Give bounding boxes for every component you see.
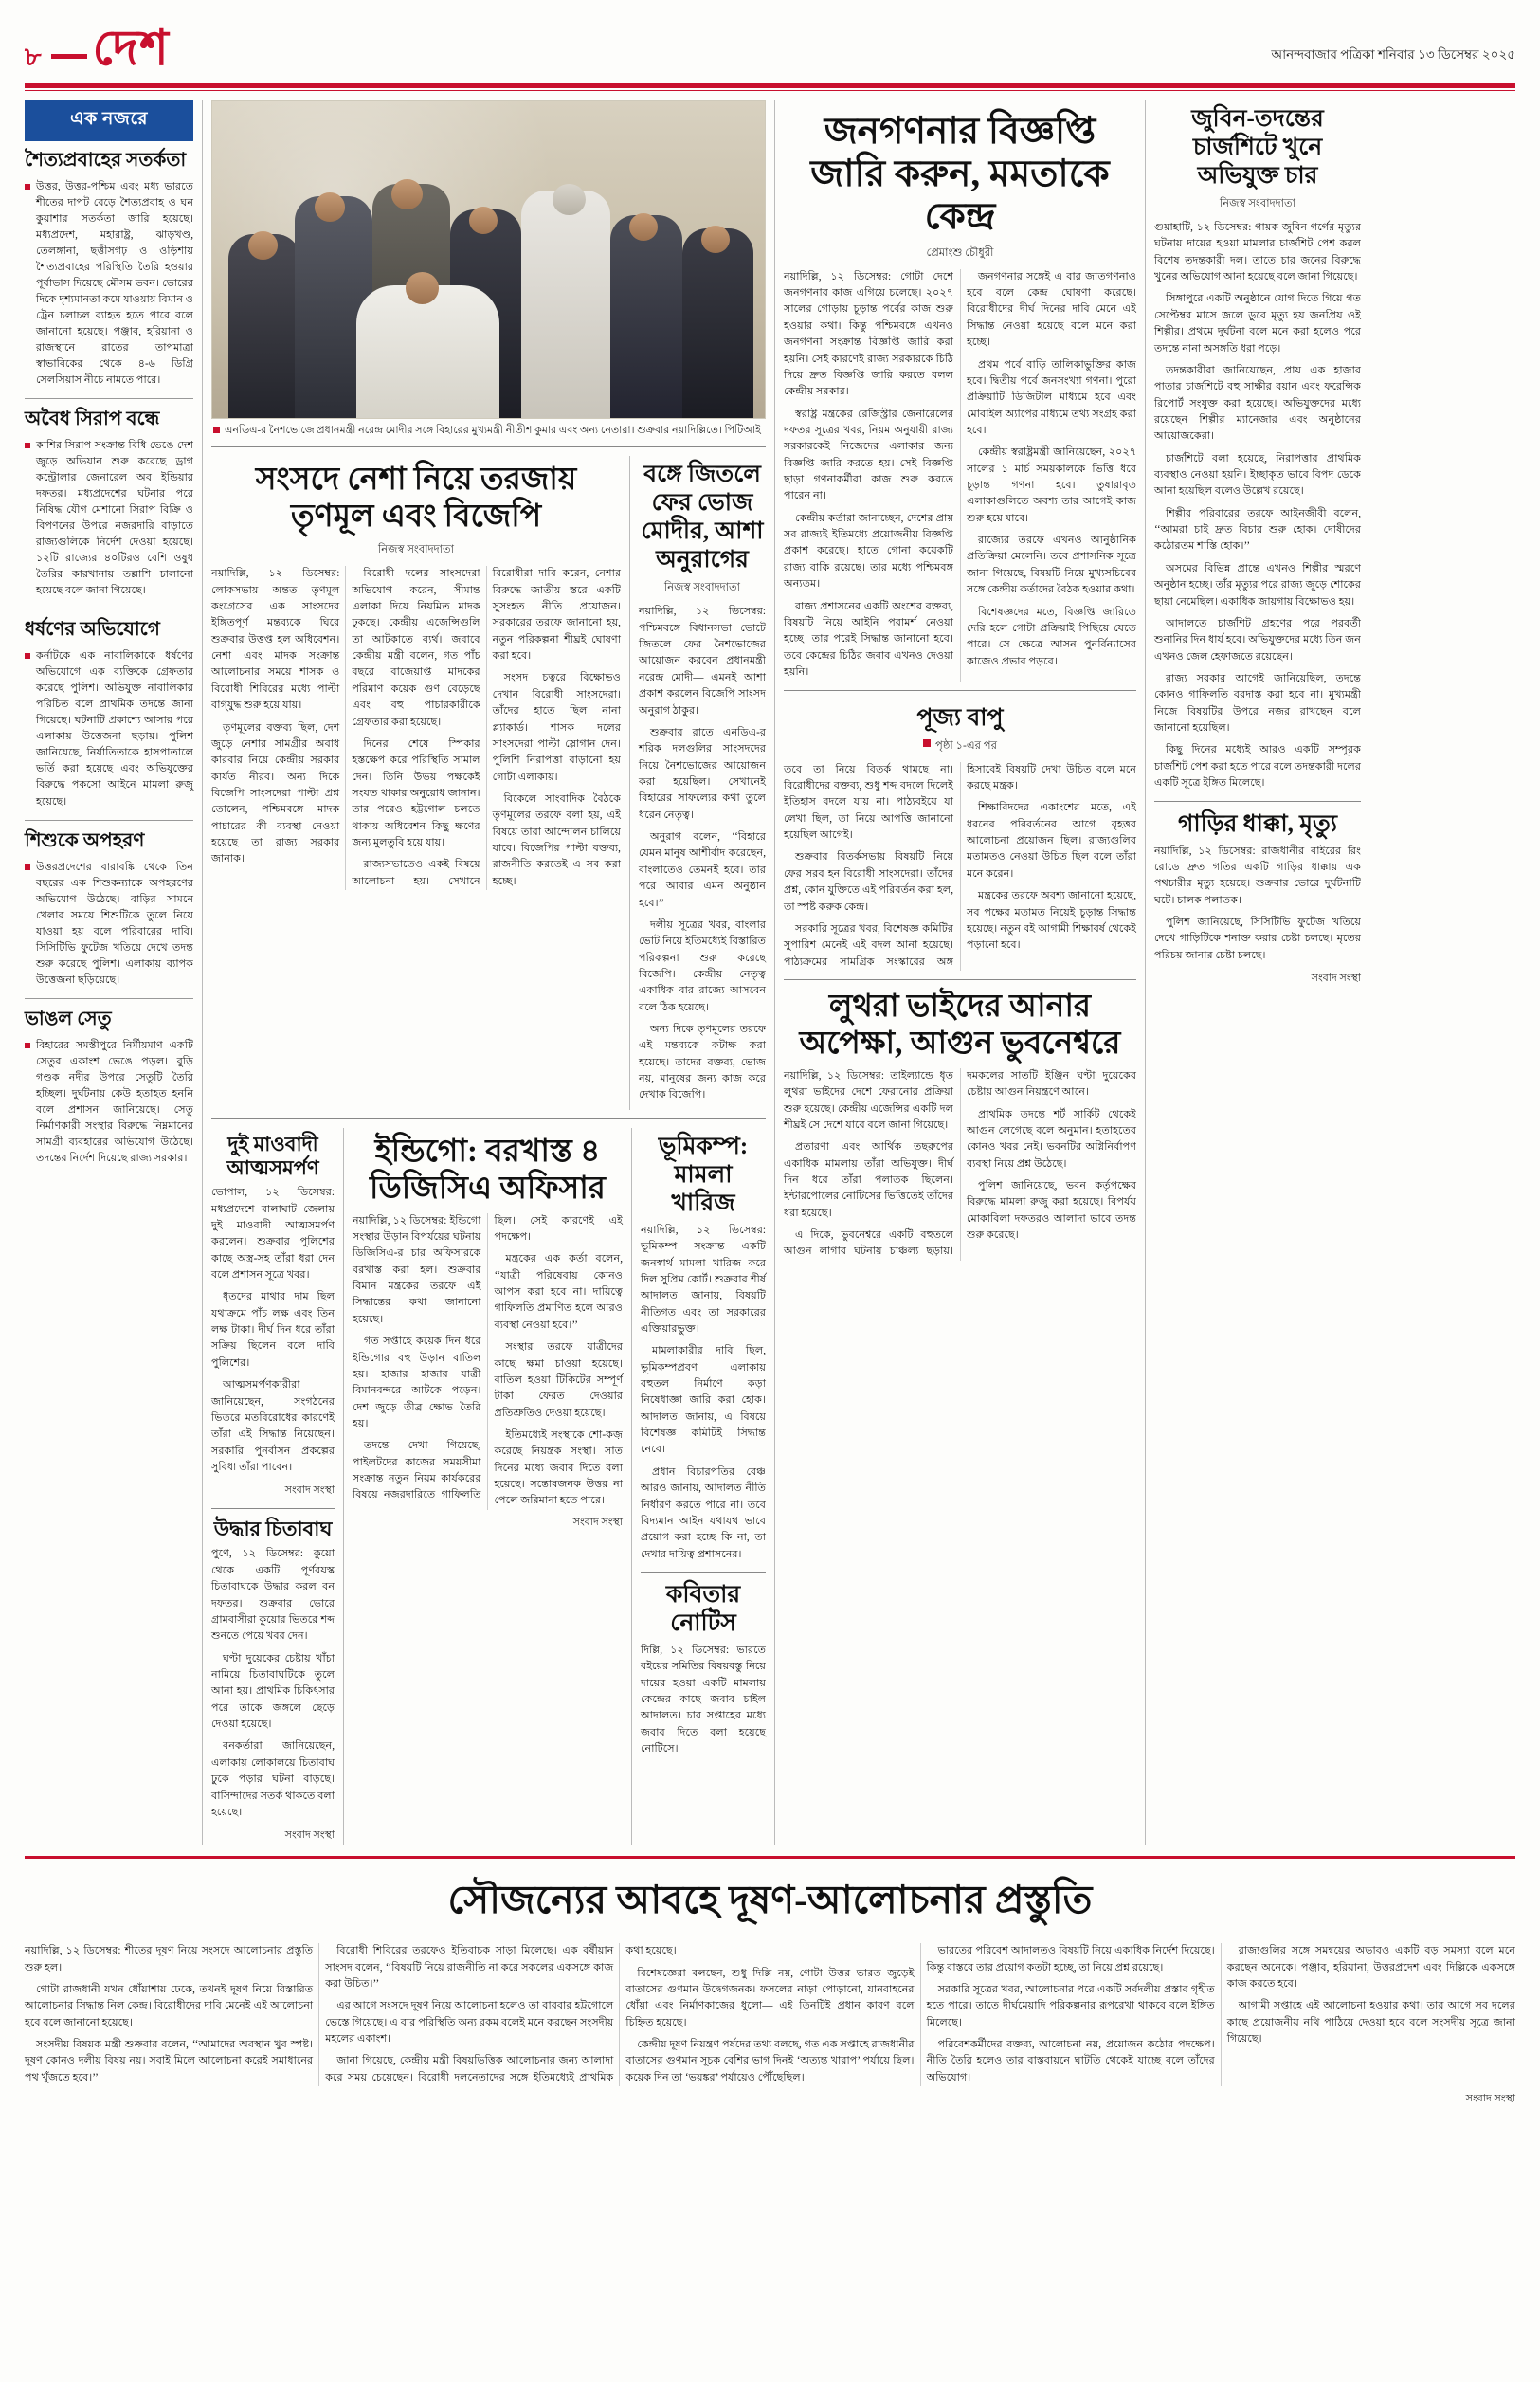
article-paragraph: নয়াদিল্লি, ১২ ডিসেম্বর: লোকসভায় অন্তত তৃণমূল কংগ্রেসের এক সাংসদের ইঙ্গিতপূর্ণ মন্তব্যকে ঘিরে শুক্রবার উত্তপ্ত হল অধিবেশন। নেশা এবং মাদক সংক্রান্ত আলোচনার সময়ে শাসক ও বিরোধী শিবিরের মধ্যে পাল্টা বাগ্‌যুদ্ধ শুরু হয়ে যায়। xyxy=(211,568,340,712)
article-bapu[interactable] xyxy=(784,700,1136,971)
sidebar-item-syrup[interactable] xyxy=(25,408,193,599)
article-paragraph: কেন্দ্রীয় দূষণ নিয়ন্ত্রণ পর্ষদের তথ্য বলছে, গত এক সপ্তাহে রাজধানীর বাতাসের গুণমান সূচক বেশির ভাগ দিনই ‘অত্যন্ত খারাপ’ পর্যায়ে ছিল। কয়েক দিন তা ‘ভয়ঙ্কর’ পর্যায়েও পৌঁছেছিল। xyxy=(625,2039,915,2083)
article-signoff: সংবাদ সংস্থা xyxy=(284,1829,335,1842)
center-column xyxy=(211,100,766,1845)
sidebar-item-body: বিহারের সমস্তীপুরে নির্মীয়মাণ একটি সেতুর একাংশ ভেঙে পড়ল। বুড়ি গণ্ডক নদীর উপরে সেতুটি তৈরি হচ্ছিল। দুর্ঘটনায় কেউ হতাহত হননি বলে প্রশাসন জানিয়েছে। সেতু নির্মাণকারী সংস্থার বিরুদ্ধে নিম্নমানের সামগ্রী ব্যবহারের অভিযোগ উঠেছে। তদন্তের নির্দেশ দিয়েছে রাজ্য সরকার। xyxy=(25,1038,193,1167)
article-paragraph: শিল্পীর পরিবারের তরফে আইনজীবী বলেন, ‘‘আমরা চাই দ্রুত বিচার শুরু হোক। দোষীদের কঠোরতম শাস্তি হোক।’’ xyxy=(1154,507,1361,553)
photo-caption: এনডিএ-র নৈশভোজে প্রধানমন্ত্রী নরেন্দ্র মোদীর সঙ্গে বিহারের মুখ্যমন্ত্রী নীতীশ কুমার এবং অন্য নেতারা। শুক্রবার নয়াদিল্লিতে। পিটিআই xyxy=(225,425,761,436)
caption-marker-icon xyxy=(213,427,220,433)
article-paragraph: আত্মসমর্পণকারীরা জানিয়েছেন, সংগঠনের ভিতরে মতবিরোধের কারণেই তাঁরা এই সিদ্ধান্ত নিয়েছেন। সরকারি পুনর্বাসন প্রকল্পের সুবিধা তাঁরা পাবেন। xyxy=(211,1379,335,1473)
article-paragraph: তদন্তকারীরা জানিয়েছেন, প্রায় এক হাজার পাতার চার্জশিটে বহু সাক্ষীর বয়ান এবং ফরেন্সিক রিপোর্ট সংযুক্ত করা হয়েছে। অভিযুক্তদের মধ্যে রয়েছেন শিল্পীর ম্যানেজার এবং অনুষ্ঠানের আয়োজকেরা। xyxy=(1154,364,1361,443)
article-paragraph: রাজ্য প্রশাসনের একটি অংশের বক্তব্য, বিষয়টি নিয়ে আইনি পরামর্শ নেওয়া হচ্ছে। তার পরেই সিদ্ধান্ত জানানো হবে। তবে কেন্দ্রের চিঠির জবাব এখনও দেওয়া হয়নি। xyxy=(784,600,953,678)
article-paragraph: মন্ত্রকের তরফে অবশ্য জানানো হয়েছে, সব পক্ষের মতামত নিয়েই চূড়ান্ত সিদ্ধান্ত হয়েছে। নতুন বই আগামী শিক্ষাবর্ষ থেকেই পড়ানো হবে। xyxy=(967,890,1136,952)
article-paragraph: পরিবেশকর্মীদের বক্তব্য, আলোচনা নয়, প্রয়োজন কঠোর পদক্ষেপ। নীতি তৈরি হলেও তার বাস্তবায়নে ঘাটতি থেকেই যাচ্ছে বলে তাঁদের অভিযোগ। xyxy=(926,2039,1215,2083)
article-paragraph: অসমের বিভিন্ন প্রান্তে এখনও শিল্পীর স্মরণে অনুষ্ঠান হচ্ছে। তাঁর মৃত্যুর পরে রাজ্য জুড়ে শোকের ছায়া নেমেছিল। একাধিক জায়গায় বিক্ষোভও হয়। xyxy=(1154,562,1361,608)
article-paragraph: সংসদীয় বিষয়ক মন্ত্রী শুক্রবার বলেন, ‘‘আমাদের অবস্থান খুব স্পষ্ট। দূষণ কোনও দলীয় বিষয় নয়। সবাই মিলে আলোচনা করেই সমাধানের পথ খুঁজতে হবে।’’ xyxy=(25,2039,314,2083)
article-paragraph: রাজ্য সরকার আগেই জানিয়েছিল, তদন্তে কোনও গাফিলতি বরদাস্ত করা হবে না। মুখ্যমন্ত্রী নিজে বিষয়টির উপরে নজর রাখছেন বলে জানানো হয়েছিল। xyxy=(1154,672,1361,735)
lead-photo xyxy=(211,100,766,419)
article-paragraph: স্বরাষ্ট্র মন্ত্রকের রেজিস্ট্রার জেনারেলের দফতর সূত্রের খবর, নিয়ম অনুযায়ী রাজ্য সরকারকেই নিজেদের এলাকার জন্য বিজ্ঞপ্তি জারি করতে হয়। সেই বিজ্ঞপ্তি ছাড়া গণনাকর্মীরা কাজ শুরু করতে পারেন না। xyxy=(784,408,953,502)
article-headline: সংসদে নেশা নিয়ে তরজায় তৃণমূল এবং বিজেপি xyxy=(255,463,577,535)
column-divider xyxy=(343,1128,344,1845)
article-paragraph: কিছু দিনের মধ্যেই আরও একটি সম্পূরক চার্জশিট পেশ করা হতে পারে বলে তদন্তকারী দলের একটি সূত্রে ইঙ্গিত মিলেছে। xyxy=(1154,744,1361,790)
article-paragraph: দিল্লি, ১২ ডিসেম্বর: ভারতে বইয়ের সমিতির বিষয়বস্তু নিয়ে দায়ের হওয়া একটি মামলায় কেন্দ্রের কাছে জবাব চাইল আদালত। চার সপ্তাহের মধ্যে জবাব দিতে বলা হয়েছে নোটিসে। xyxy=(641,1645,766,1755)
photo-head xyxy=(391,179,423,209)
article-headline: ইন্ডিগো: বরখাস্ত ৪ ডিজিসিএ অফিসার xyxy=(370,1134,606,1206)
page-number: ৮ xyxy=(25,43,42,71)
article-paragraph: প্রতারণা এবং আর্থিক তছরুপের একাধিক মামলায় তাঁরা অভিযুক্ত। দীর্ঘ দিন ধরে তাঁরা পলাতক ছিলেন। ইন্টারপোলের নোটিসের ভিত্তিতেই তাঁদের ধরা হয়েছে। xyxy=(784,1141,953,1219)
article-paragraph: অনুরাগ বলেন, ‘‘বিহারে যেমন মানুষ আশীর্বাদ করেছেন, বাংলাতেও তেমনই হবে। তার পরে আবার এমন অনুষ্ঠান হবে।’’ xyxy=(639,831,766,909)
article-indigo[interactable] xyxy=(353,1128,623,1845)
sidebar-divider xyxy=(25,820,193,821)
masthead-logo xyxy=(51,22,170,76)
article-body xyxy=(25,1943,1515,2086)
article-paragraph: কেন্দ্রীয় কর্তারা জানাচ্ছেন, দেশের প্রায় সব রাজ্যই ইতিমধ্যে প্রয়োজনীয় বিজ্ঞপ্তি প্রকাশ করেছে। হাতে গোনা কয়েকটি রাজ্য বাকি রয়েছে। তার মধ্যে পশ্চিমবঙ্গ অন্যতম। xyxy=(784,512,953,591)
article-paragraph: মন্ত্রকের এক কর্তা বলেন, ‘‘যাত্রী পরিষেবায় কোনও আপস করা হবে না। দায়িত্বে গাফিলতি প্রমাণিত হলে আরও ব্যবস্থা নেওয়া হবে।’’ xyxy=(494,1253,623,1331)
article-paragraph: ভারতের পরিবেশ আদালতও বিষয়টি নিয়ে একাধিক নির্দেশ দিয়েছে। কিন্তু বাস্তবে তার প্রয়োগ কতটা হচ্ছে, তা নিয়ে প্রশ্ন রয়েছে। xyxy=(926,1945,1215,1973)
article-parliament[interactable] xyxy=(211,456,621,1109)
column-court-briefs xyxy=(641,1128,766,1845)
article-poem-notice[interactable] xyxy=(641,1581,766,1758)
article-pollution[interactable] xyxy=(0,1859,1540,2131)
article-zubeen[interactable] xyxy=(1154,100,1361,1845)
sidebar-item-title: শৈত্যপ্রবাহের সতর্কতা xyxy=(25,150,187,171)
column-divider xyxy=(629,456,630,1109)
article-paragraph: প্রাথমিক তদন্তে শর্ট সার্কিট থেকেই আগুন লেগেছে বলে অনুমান। হতাহতের কোনও খবর নেই। ভবনটির অগ্নিনির্বাপণ ব্যবস্থা নিয়ে প্রশ্ন উঠেছে। xyxy=(967,1108,1136,1170)
page-grid xyxy=(0,91,1540,1845)
masthead-dash-icon xyxy=(51,54,87,59)
section-divider xyxy=(784,690,1136,691)
article-car-crash[interactable] xyxy=(1154,810,1361,989)
section-divider xyxy=(211,446,766,447)
section-divider xyxy=(1154,801,1361,802)
article-paragraph: শিক্ষাবিদদের একাংশের মতে, এই ধরনের পরিবর্তনের আগে বৃহত্তর আলোচনা প্রয়োজন ছিল। রাজ্যগুলির মতামতও নেওয়া উচিত ছিল বলে তাঁরা মনে করেন। xyxy=(967,802,1136,880)
photo-caption-row xyxy=(211,419,766,438)
section-divider xyxy=(211,1118,766,1119)
article-paragraph: বিশেষজ্ঞদের মতে, বিজ্ঞপ্তি জারিতে দেরি হলে গোটা প্রক্রিয়াই পিছিয়ে যেতে পারে। সে ক্ষেত্রে আসন পুনর্বিন্যাসের কাজেও প্রভাব পড়বে। xyxy=(967,606,1136,667)
article-byline: নিজস্ব সংবাদদাতা xyxy=(664,582,740,594)
article-paragraph: তদন্তে দেখা গিয়েছে, পাইলটদের কাজের সময়সীমা সংক্রান্ত নতুন নিয়ম কার্যকরের বিষয়ে নজরদারিতে গাফিলতি ছিল। সেই কারণেই এই পদক্ষেপ। xyxy=(353,1214,623,1501)
sidebar-item-title: ধর্ষণের অভিযোগে xyxy=(25,619,160,641)
article-paragraph: নয়াদিল্লি, ১২ ডিসেম্বর: গোটা দেশে জনগণনার কাজ এগিয়ে চলেছে। ২০২৭ সালের গোড়ায় চূড়ান্ত পর্বের কাজ শুরু হওয়ার কথা। কিন্তু পশ্চিমবঙ্গে এখনও জনগণনা সংক্রান্ত বিজ্ঞপ্তি জারি করা হয়নি। সেই কারণেই রাজ্য সরকারকে চিঠি দিয়ে দ্রুত বিজ্ঞপ্তি জারি করতে বলল কেন্দ্রীয় সরকার। xyxy=(784,270,953,398)
article-paragraph: চার্জশিটে বলা হয়েছে, নিরাপত্তার প্রাথমিক ব্যবস্থাও নেওয়া হয়নি। ইচ্ছাকৃত ভাবে বিপদ ডেকে আনা হয়েছিল বলেও উল্লেখ রয়েছে। xyxy=(1154,452,1361,498)
article-paragraph: প্রধান বিচারপতির বেঞ্চ আরও জানায়, আদালত নীতি নির্ধারণ করতে পারে না। তবে বিদ্যমান আইন যথাযথ ভাবে প্রয়োগ করা হচ্ছে কি না, তা দেখার দায়িত্ব প্রশাসনের। xyxy=(641,1465,766,1560)
section-divider xyxy=(784,979,1136,980)
photo-figure xyxy=(521,191,609,418)
edition-line: আনন্দবাজার পত্রিকা শনিবার ১৩ ডিসেম্বর ২০২৫ xyxy=(1271,47,1515,62)
article-signoff: সংবাদ সংস্থা xyxy=(284,1484,335,1497)
sidebar-item-title: ভাঙল সেতু xyxy=(25,1008,112,1029)
article-headline: গাড়ির ধাক্কা, মৃত্যু xyxy=(1178,810,1337,837)
article-paragraph: বিরোধী দলের সাংসদেরা অভিযোগ করেন, সীমান্ত এলাকা দিয়ে নিয়মিত মাদক ঢুকছে। কেন্দ্রীয় এজেন্সিগুলি তা আটকাতে ব্যর্থ। জবাবে কেন্দ্রীয় মন্ত্রী বলেন, গত পাঁচ বছরে বাজেয়াপ্ত মাদকের পরিমাণ কয়েক গুণ বেড়েছে এবং বহু পাচারকারীকে গ্রেফতার করা হয়েছে। xyxy=(352,568,480,728)
article-paragraph: বিরোধী শিবিরের তরফেও ইতিবাচক সাড়া মিলেছে। এক বর্ষীয়ান সাংসদ বলেন, ‘‘বিষয়টি নিয়ে রাজনীতি না করে সকলের একসঙ্গে কাজ করা উচিত।’’ xyxy=(325,1945,614,1990)
article-paragraph: ধৃতদের মাথার দাম ছিল যথাক্রমে পাঁচ লক্ষ এবং তিন লক্ষ টাকা। দীর্ঘ দিন ধরে তাঁরা সক্রিয় ছিলেন বলে দাবি পুলিশের। xyxy=(211,1291,335,1369)
jump-marker-icon xyxy=(923,739,931,747)
column-divider xyxy=(631,1128,632,1845)
article-paragraph: সরকারি সূত্রের খবর, বিশেষজ্ঞ কমিটির সুপারিশ মেনেই এই বদল আনা হয়েছে। পাঠ্যক্রমের সামগ্রিক সংস্কারের অঙ্গ হিসাবেই বিষয়টি দেখা উচিত বলে মনে করছে মন্ত্রক। xyxy=(784,763,1136,968)
article-paragraph: রাজ্যের তরফে এখনও আনুষ্ঠানিক প্রতিক্রিয়া মেলেনি। তবে প্রশাসনিক সূত্রে জানা গিয়েছে, বিষয়টি নিয়ে মুখ্যসচিবের সঙ্গে কেন্দ্রীয় কর্তাদের বৈঠক হওয়ার কথা। xyxy=(967,535,1136,596)
article-signoff: সংবাদ সংস্থা xyxy=(572,1516,623,1528)
article-paragraph: বনকর্তারা জানিয়েছেন, এলাকায় লোকালয়ে চিতাবাঘ ঢুকে পড়ার ঘটনা বাড়ছে। বাসিন্দাদের সতর্ক থাকতে বলা হয়েছে। xyxy=(211,1740,335,1818)
article-body xyxy=(784,762,1136,971)
article-paragraph: দিনের শেষে স্পিকার হস্তক্ষেপ করে পরিস্থিতি সামাল দেন। তিনি উভয় পক্ষকেই সংযত থাকার অনুরোধ জানান। তার পরেও হট্টগোল চলতে থাকায় অধিবেশন কিছু ক্ষণের জন্য মুলতুবি হয়ে যায়। xyxy=(352,737,480,849)
article-luthra[interactable] xyxy=(784,989,1136,1261)
lead-photo-block xyxy=(211,100,766,438)
article-paragraph: ভোপাল, ১২ ডিসেম্বর: মধ্যপ্রদেশে বালাঘাট জেলায় দুই মাওবাদী আত্মসমর্পণ করলেন। শুক্রবার পুলিশের কাছে অস্ত্র-সহ তাঁরা ধরা দেন বলে প্রশাসন সূত্রে খবর। xyxy=(211,1187,335,1281)
article-paragraph: পুলিশ জানিয়েছে, সিসিটিভি ফুটেজ খতিয়ে দেখে গাড়িটিকে শনাক্ত করার চেষ্টা চলছে। মৃতের পরিচয় জানার চেষ্টা চলছে। xyxy=(1154,916,1361,961)
article-paragraph: শুক্রবার রাতে এনডিএ-র শরিক দলগুলির সাংসদদের নিয়ে নৈশভোজের আয়োজন করা হয়েছিল। সেখানেই বিহারের সাফল্যের কথা তুলে ধরেন নেতৃত্ব। xyxy=(639,726,766,821)
article-headline: উদ্ধার চিতাবাঘ xyxy=(213,1518,333,1541)
article-headline: বঙ্গে জিতলে ফের ভোজ মোদীর, আশা অনুরাগের xyxy=(641,462,764,573)
article-headline: দুই মাওবাদী আত্মসমর্পণ xyxy=(226,1132,319,1179)
sidebar-at-a-glance xyxy=(25,100,193,1845)
masthead-title: দেশ xyxy=(92,22,170,76)
article-paragraph: জানা গিয়েছে, কেন্দ্রীয় মন্ত্রী বিষয়ভিত্তিক আলোচনার জন্য আলাদা করে সময় চেয়েছেন। বিরোধী দলনেতাদের সঙ্গে ইতিমধ্যেই প্রাথমিক কথা হয়েছে। xyxy=(325,1945,677,2083)
article-paragraph: গোটা রাজধানী যখন ধোঁয়াশায় ঢেকে, তখনই দূষণ নিয়ে বিস্তারিত আলোচনার সিদ্ধান্ত নিল কেন্দ্র। বিরোধীদের দাবি মেনেই এই আলোচনা হবে বলে জানানো হয়েছে। xyxy=(25,1983,314,2028)
article-paragraph: অন্য দিকে তৃণমূলের তরফে এই মন্তব্যকে কটাক্ষ করা হয়েছে। তাদের বক্তব্য, ভোজ নয়, মানুষের জন্য কাজ করে দেখাক বিজেপি। xyxy=(639,1024,766,1101)
article-census[interactable] xyxy=(784,100,1136,1845)
photo-seated-figure xyxy=(356,285,500,418)
article-paragraph: নয়াদিল্লি, ১২ ডিসেম্বর: ভূমিকম্প সংক্রান্ত একটি জনস্বার্থ মামলা খারিজ করে দিল সুপ্রিম কোর্ট। শুক্রবার শীর্ষ আদালত জানায়, বিষয়টি নীতিগত এবং তা সরকারের এক্তিয়ারভুক্ত। xyxy=(641,1224,766,1335)
article-headline: পূজ্য বাপু xyxy=(916,704,1004,731)
masthead-left xyxy=(25,22,170,76)
article-maoist-surrender[interactable] xyxy=(211,1133,335,1500)
article-signoff: সংবাদ সংস্থা xyxy=(1311,973,1361,985)
article-headline: জনগণনার বিজ্ঞপ্তি জারি করুন, মমতাকে কেন্দ্র xyxy=(810,111,1110,238)
jump-line: পৃষ্ঠা ১-এর পর xyxy=(935,739,997,752)
sidebar-divider xyxy=(25,398,193,399)
sidebar-item-bridge[interactable] xyxy=(25,1008,193,1167)
article-paragraph: তৃণমূলের বক্তব্য ছিল, দেশ জুড়ে নেশার সামগ্রীর অবাধ কারবার নিয়ে কেন্দ্রীয় সরকার কার্যত নীরব। অন্য দিকে বিজেপি সাংসদেরা পাল্টা প্রশ্ন তোলেন, পশ্চিমবঙ্গে মাদক পাচারের কী ব্যবস্থা নেওয়া হয়েছে তা রাজ্য সরকার জানাক। xyxy=(211,721,340,865)
photo-figure xyxy=(610,215,682,418)
article-paragraph: তবে তা নিয়ে বিতর্ক থামছে না। বিরোধীদের বক্তব্য, শুধু শব্দ বদলে দিলেই ইতিহাস বদলে যায় না। পাঠ্যবইয়ে যা লেখা ছিল, তা নিয়ে আপত্তি জানানো হয়েছিল আগেই। xyxy=(784,763,953,842)
photo-head xyxy=(315,192,346,222)
article-paragraph: নয়াদিল্লি, ১২ ডিসেম্বর: তাইল্যান্ডে ধৃত লুথরা ভাইদের দেশে ফেরানোর প্রক্রিয়া শুরু হয়েছে। কেন্দ্রীয় এজেন্সির একটি দল শীঘ্রই সে দেশে যাবে বলে জানা গিয়েছে। xyxy=(784,1069,953,1131)
column-briefs xyxy=(211,1128,335,1845)
column-divider xyxy=(1145,100,1146,1845)
article-paragraph: পুলিশ জানিয়েছে, ভবন কর্তৃপক্ষের বিরুদ্ধে মামলা রুজু করা হয়েছে। বিপর্যয় মোকাবিলা দফতরও আলাদা ভাবে তদন্ত শুরু করেছে। xyxy=(967,1180,1136,1242)
article-paragraph: আগামী সপ্তাহে এই আলোচনা হওয়ার কথা। তার আগে সব দলের কাছে প্রয়োজনীয় নথি পাঠিয়ে দেওয়া হবে বলে সংসদীয় সূত্রে জানা গিয়েছে। xyxy=(1226,2000,1515,2046)
article-paragraph: গুয়াহাটি, ১২ ডিসেম্বর: গায়ক জুবিন গর্গের মৃত্যুর ঘটনায় দায়ের হওয়া মামলার চার্জশিট পেশ করল বিশেষ তদন্তকারী দল। তাতে চার জনের বিরুদ্ধে খুনের অভিযোগ আনা হয়েছে বলে জানা গিয়েছে। xyxy=(1154,222,1361,283)
photo-figure xyxy=(682,228,754,418)
article-paragraph: এ দিকে, ভুবনেশ্বরে একটি বহুতলে আগুন লাগার ঘটনায় চাঞ্চল্য ছড়ায়। দমকলের সাতটি ইঞ্জিন ঘণ্টা দুয়েকের চেষ্টায় আগুন নিয়ন্ত্রণে আনে। xyxy=(784,1069,1136,1258)
article-paragraph: ইতিমধ্যেই সংস্থাকে শো-কজ় করেছে নিয়ন্ত্রক সংস্থা। সাত দিনের মধ্যে জবাব দিতে বলা হয়েছে। সন্তোষজনক উত্তর না পেলে জরিমানা হতে পারে। xyxy=(494,1429,623,1507)
article-leopard-rescue[interactable] xyxy=(211,1518,335,1845)
article-byline: প্রেমাংশু চৌধুরী xyxy=(926,246,994,259)
article-paragraph: সিঙ্গাপুরে একটি অনুষ্ঠানে যোগ দিতে গিয়ে গত সেপ্টেম্বর মাসে জলে ডুবে মৃত্যু হয় জনপ্রিয় ওই শিল্পীর। প্রথমে দুর্ঘটনা বলে মনে করা হলেও পরে তদন্তে নানা অসঙ্গতি ধরা পড়ে। xyxy=(1154,293,1361,355)
article-body xyxy=(211,566,621,890)
article-bengal-feast[interactable] xyxy=(639,456,766,1109)
article-body xyxy=(784,269,1136,682)
article-paragraph: সংসদ চত্বরে বিক্ষোভও দেখান বিরোধী সাংসদেরা। তাঁদের হাতে ছিল নানা প্ল্যাকার্ড। শাসক দলের সাংসদেরা পাল্টা স্লোগান দেন। পুলিশি নিরাপত্তা বাড়ানো হয় গোটা এলাকায়। xyxy=(492,672,621,783)
sidebar-item-body: কাশির সিরাপ সংক্রান্ত বিধি ভেঙে দেশ জুড়ে অভিযান শুরু করেছে ড্রাগ কন্ট্রোলার জেনারেল অব ইন্ডিয়ার দফতর। মধ্যপ্রদেশের ঘটনার পরে নিষিদ্ধ যৌগ মেশানো সিরাপ বিক্রি ও বিপণনের উপরে নজরদারি বাড়াতে রাজ্যগুলিকে নির্দেশ দেওয়া হয়েছে। ১২টি রাজ্যের ৪০টিরও বেশি ওষুধ তৈরির কারখানায় তল্লাশি চালানো হয়েছে বলে জানা গিয়েছে। xyxy=(25,438,193,599)
article-subhead xyxy=(784,737,1136,755)
article-headline: লুথরা ভাইদের আনার অপেক্ষা, আগুন ভুবনেশ্বরে xyxy=(799,989,1121,1061)
sidebar-item-body: উত্তরপ্রদেশের বারাবঙ্কি থেকে তিন বছরের এক শিশুকন্যাকে অপহরণের অভিযোগ উঠেছে। বাড়ির সামনে খেলার সময়ে শিশুটিকে তুলে নিয়ে যাওয়া হয় বলে পরিবারের দাবি। সিসিটিভি ফুটেজ খতিয়ে দেখে তদন্ত শুরু করেছে পুলিশ। এলাকায় ব্যাপক উত্তেজনা ছড়িয়েছে। xyxy=(25,860,193,989)
article-paragraph: আদালতে চার্জশিট গ্রহণের পরে পরবর্তী শুনানির দিন ধার্য হবে। অভিযুক্তদের মধ্যে তিন জন এখনও জেল হেফাজতে রয়েছেন। xyxy=(1154,617,1361,663)
article-body xyxy=(353,1213,623,1510)
article-paragraph: নয়াদিল্লি, ১২ ডিসেম্বর: শীতের দূষণ নিয়ে সংসদে আলোচনার প্রস্তুতি শুরু হল। xyxy=(25,1945,314,1973)
photo-head xyxy=(406,272,439,303)
article-paragraph: গত সপ্তাহে কয়েক দিন ধরে ইন্ডিগোর বহু উড়ান বাতিল হয়। হাজার হাজার যাত্রী বিমানবন্দরে আটকে পড়েন। দেশ জুড়ে তীব্র ক্ষোভ তৈরি হয়। xyxy=(353,1336,481,1429)
article-paragraph: দলীয় সূত্রের খবর, বাংলার ভোট নিয়ে ইতিমধ্যেই বিস্তারিত পরিকল্পনা শুরু করেছে বিজেপি। কেন্দ্রীয় নেতৃত্ব একাধিক বার রাজ্যে আসবেন বলে ঠিক হয়েছে। xyxy=(639,918,766,1013)
article-paragraph: বিশেষজ্ঞেরা বলছেন, শুধু দিল্লি নয়, গোটা উত্তর ভারত জুড়েই বাতাসের গুণমান উদ্বেগজনক। ফসলের নাড়া পোড়ানো, যানবাহনের ধোঁয়া এবং নির্মাণকাজের ধুলো— এই তিনটিই প্রধান কারণ বলে চিহ্নিত হয়েছে। xyxy=(625,1967,915,2028)
masthead-rule-thick xyxy=(25,83,1515,88)
sidebar-item-weather[interactable] xyxy=(25,149,193,389)
sidebar-item-body: উত্তর, উত্তর-পশ্চিম এবং মধ্য ভারতে শীতের দাপট বেড়ে শৈত্যপ্রবাহ ও ঘন কুয়াশার সতর্কতা জারি হয়েছে। মধ্যপ্রদেশ, মহারাষ্ট্র, ঝাড়খণ্ড, তেলঙ্গানা, ছত্তীসগঢ় ও ওড়িশায় শৈত্যপ্রবাহের পরিস্থিতি তৈরি হওয়ার পূর্বাভাস দিয়েছে মৌসম ভবন। ভোরের দিকে দৃশ্যমানতা কমে যাওয়ায় বিমান ও ট্রেন চলাচল ব্যাহত হতে পারে বলে জানানো হয়েছে। পঞ্জাব, হরিয়ানা ও রাজস্থানে রাতের তাপমাত্রা স্বাভাবিকের থেকে ৪-৬ ডিগ্রি সেলসিয়াস নীচে নামতে পারে। xyxy=(25,179,193,389)
article-paragraph: মামলাকারীর দাবি ছিল, ভূমিকম্পপ্রবণ এলাকায় বহুতল নির্মাণে কড়া নিষেধাজ্ঞা জারি করা হোক। আদালত জানায়, এ বিষয়ে বিশেষজ্ঞ কমিটিই সিদ্ধান্ত নেবে। xyxy=(641,1345,766,1456)
photo-figure xyxy=(228,234,300,418)
article-byline: নিজস্ব সংবাদদাতা xyxy=(378,544,454,556)
article-paragraph: বিকেলে সাংবাদিক বৈঠকে তৃণমূলের তরফে বলা হয়, এই বিষয়ে তারা আন্দোলন চালিয়ে যাবে। বিজেপির পাল্টা বক্তব্য, রাজনীতি করতেই এ সব করা হচ্ছে। xyxy=(492,792,621,887)
masthead xyxy=(0,0,1540,78)
article-paragraph: কেন্দ্রীয় স্বরাষ্ট্রমন্ত্রী জানিয়েছেন, ২০২৭ সালের ১ মার্চ সময়কালকে ভিত্তি ধরে চূড়ান্ত গণনা হবে। তুষারাবৃত এলাকাগুলিতে অবশ্য তার আগেই কাজ শুরু হয়ে যাবে। xyxy=(967,446,1136,524)
sidebar-item-child-abduction[interactable] xyxy=(25,829,193,989)
article-headline: সৌজন্যের আবহে দূষণ-আলোচনার প্রস্তুতি xyxy=(447,1878,1093,1922)
article-headline: জুবিন-তদন্তের চার্জশিটে খুনে অভিযুক্ত চার xyxy=(1191,106,1324,189)
sidebar-item-body: কর্নাটকে এক নাবালিকাকে ধর্ষণের অভিযোগে এক ব্যক্তিকে গ্রেফতার করেছে পুলিশ। অভিযুক্ত নাবালিকার পরিচিত বলে প্রাথমিক তদন্তে জানা গিয়েছে। ঘটনাটি প্রকাশ্যে আসার পরে এলাকায় উত্তেজনা ছড়ায়। পুলিশ জানিয়েছে, নির্যাতিতাকে হাসপাতালে ভর্তি করা হয়েছে এবং অভিযুক্তের বিরুদ্ধে পকসো আইনে মামলা রুজু হয়েছে। xyxy=(25,648,193,809)
column-divider xyxy=(202,100,203,1845)
article-paragraph: নয়াদিল্লি, ১২ ডিসেম্বর: পশ্চিমবঙ্গে বিধানসভা ভোটে জিতলে ফের নৈশভোজের আয়োজন করবেন প্রধানমন্ত্রী নরেন্দ্র মোদী— এমনই আশা প্রকাশ করলেন বিজেপি সাংসদ অনুরাগ ঠাকুর। xyxy=(639,606,766,717)
article-paragraph: রাজ্যগুলির সঙ্গে সমন্বয়ের অভাবও একটি বড় সমস্যা বলে মনে করছেন অনেকে। পঞ্জাব, হরিয়ানা, উত্তরপ্রদেশ এবং দিল্লিকে একসঙ্গে কাজ করতে হবে। xyxy=(1226,1945,1515,1990)
article-paragraph: শুক্রবার বিতর্কসভায় বিষয়টি নিয়ে ফের সরব হন বিরোধী সাংসদেরা। তাঁদের প্রশ্ন, কোন যুক্তিতে এই পরিবর্তন করা হল, তা স্পষ্ট করুক কেন্দ্র। xyxy=(784,851,953,913)
article-paragraph: জনগণনার সঙ্গেই এ বার জাতগণনাও হবে বলে কেন্দ্র ঘোষণা করেছে। বিরোধীদের দীর্ঘ দিনের দাবি মেনে এই সিদ্ধান্ত নেওয়া হয়েছে বলে মনে করা হচ্ছে। xyxy=(967,270,1136,349)
photo-head xyxy=(248,231,278,260)
article-byline: নিজস্ব সংবাদদাতা xyxy=(1220,198,1295,209)
column-divider xyxy=(774,100,775,1845)
article-paragraph: নয়াদিল্লি, ১২ ডিসেম্বর: ইন্ডিগো সংস্থার উড়ান বিপর্যয়ের ঘটনায় ডিজিসিএ-র চার অফিসারকে বরখাস্ত করা হল। শুক্রবার বিমান মন্ত্রকের তরফে এই সিদ্ধান্তের কথা জানানো হয়েছে। xyxy=(353,1214,481,1325)
section-divider xyxy=(641,1572,766,1573)
article-paragraph: প্রথম পর্বে বাড়ি তালিকাভুক্তির কাজ হবে। দ্বিতীয় পর্বে জনসংখ্যা গণনা। পুরো প্রক্রিয়াটি ডিজিটাল মাধ্যমে হবে এবং মোবাইল অ্যাপের মাধ্যমে তথ্য সংগ্রহ করা হবে। xyxy=(967,358,1136,436)
article-headline: কবিতার নোটিস xyxy=(665,1582,741,1636)
article-paragraph: সংস্থার তরফে যাত্রীদের কাছে ক্ষমা চাওয়া হয়েছে। বাতিল হওয়া টিকিটের সম্পূর্ণ টাকা ফেরত দেওয়ার প্রতিশ্রুতিও দেওয়া হয়েছে। xyxy=(494,1341,623,1419)
article-paragraph: নয়াদিল্লি, ১২ ডিসেম্বর: রাজধানীর বাইরের রিং রোডে দ্রুত গতির একটি গাড়ির ধাক্কায় এক পথচারীর মৃত্যু হয়েছে। শুক্রবার ভোরে দুর্ঘটনাটি ঘটে। চালক পলাতক। xyxy=(1154,845,1361,906)
article-paragraph: পুণে, ১২ ডিসেম্বর: কুয়ো থেকে একটি পূর্ণবয়স্ক চিতাবাঘকে উদ্ধার করল বন দফতর। শুক্রবার ভোরে গ্রামবাসীরা কুয়োর ভিতরে শব্দ শুনতে পেয়ে খবর দেন। xyxy=(211,1548,335,1643)
sidebar-item-title: অবৈধ সিরাপ বন্ধে xyxy=(25,409,160,430)
article-paragraph: সরকারি সূত্রের খবর, আলোচনার পরে একটি সর্বদলীয় প্রস্তাব গৃহীত হতে পারে। তাতে দীর্ঘমেয়াদি পরিকল্পনার রূপরেখা থাকবে বলে ইঙ্গিত মিলেছে। xyxy=(926,1983,1215,2028)
sidebar-header: এক নজরে xyxy=(25,100,193,141)
sidebar-item-rape-case[interactable] xyxy=(25,618,193,809)
article-body xyxy=(784,1068,1136,1261)
article-signoff: সংবাদ সংস্থা xyxy=(1465,2093,1515,2105)
article-paragraph: রাজ্যসভাতেও একই বিষয়ে আলোচনা হয়। সেখানে বিরোধীরা দাবি করেন, নেশার বিরুদ্ধে জাতীয় স্তরে একটি সুসংহত নীতি প্রয়োজন। সরকারের তরফে জানানো হয়, নতুন পরিকল্পনা শীঘ্রই ঘোষণা করা হবে। xyxy=(352,568,621,887)
photo-head xyxy=(553,184,586,215)
article-paragraph: ঘণ্টা দুয়েকের চেষ্টায় খাঁচা নামিয়ে চিতাবাঘটিকে তুলে আনা হয়। প্রাথমিক চিকিৎসার পরে তাকে জঙ্গলে ছেড়ে দেওয়া হয়েছে। xyxy=(211,1652,335,1731)
sidebar-divider xyxy=(25,998,193,999)
article-earthquake-case[interactable] xyxy=(641,1133,766,1563)
sidebar-item-title: শিশুকে অপহরণ xyxy=(25,829,145,851)
article-paragraph: এর আগে সংসদে দূষণ নিয়ে আলোচনা হলেও তা বারবার হট্টগোলে ভেস্তে গিয়েছে। এ বার পরিস্থিতি অন্য রকম বলেই মনে করছেন সংসদীয় মহলের একাংশ। xyxy=(325,2000,614,2046)
section-divider xyxy=(211,1508,335,1509)
article-headline: ভূমিকম্প: মামলা খারিজ xyxy=(658,1133,749,1216)
